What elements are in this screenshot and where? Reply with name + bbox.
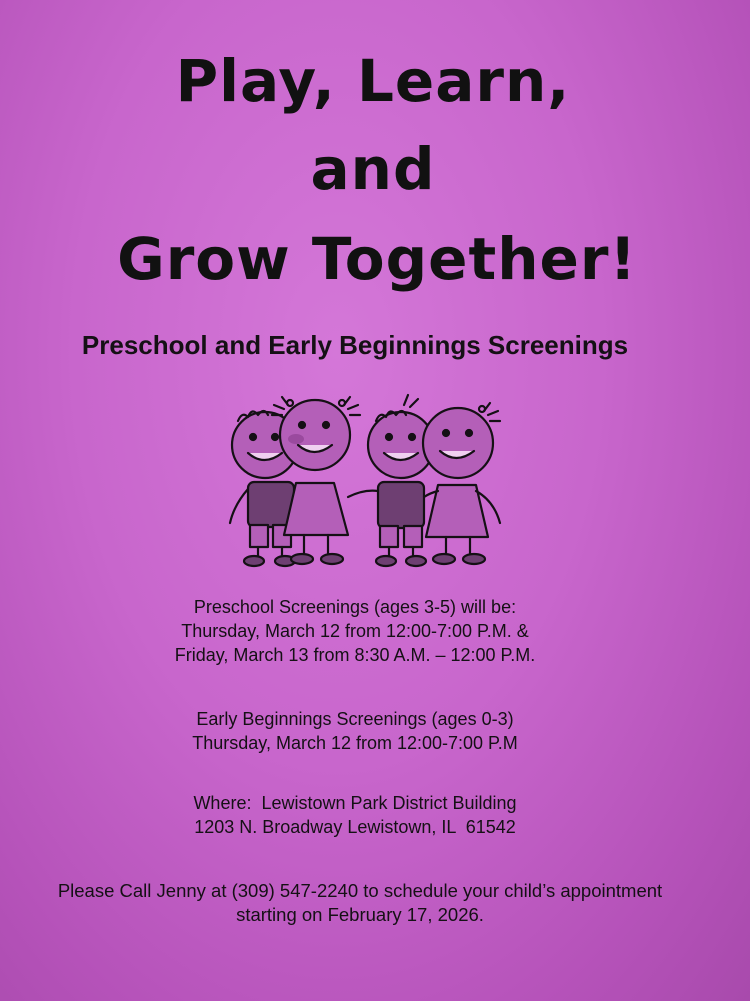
early-beginnings-block [0, 707, 710, 755]
headline-line-2: and [310, 135, 436, 203]
contact-block [0, 879, 720, 927]
child-figure-4 [423, 403, 500, 564]
where-line-1: Where: Lewistown Park District Building [193, 793, 517, 813]
where-line-2: 1203 N. Broadway Lewistown, IL 61542 [194, 817, 516, 837]
call-line-2: starting on February 17, 2026. [236, 904, 484, 925]
early-line-1: Early Beginnings Screenings (ages 0-3) [196, 709, 514, 729]
child-figure-3 [348, 395, 434, 566]
headline-line-3: Grow Together! [117, 225, 637, 293]
preschool-line-3: Friday, March 13 from 8:30 A.M. – 12:00 P.M. [174, 645, 536, 665]
call-line-1: Please Call Jenny at (309) 547-2240 to schedule your child’s appointment [57, 880, 663, 901]
early-line-2: Thursday, March 12 from 12:00-7:00 P.M [192, 733, 518, 753]
subtitle: Preschool and Early Beginnings Screenings [81, 330, 629, 360]
preschool-line-1: Preschool Screenings (ages 3-5) will be: [193, 597, 517, 617]
location-block [0, 791, 710, 839]
preschool-screenings-block [0, 595, 710, 667]
preschool-line-2: Thursday, March 12 from 12:00-7:00 P.M. & [181, 621, 529, 641]
children-illustration [218, 385, 518, 575]
headline-line-1: Play, Learn, [175, 47, 571, 115]
